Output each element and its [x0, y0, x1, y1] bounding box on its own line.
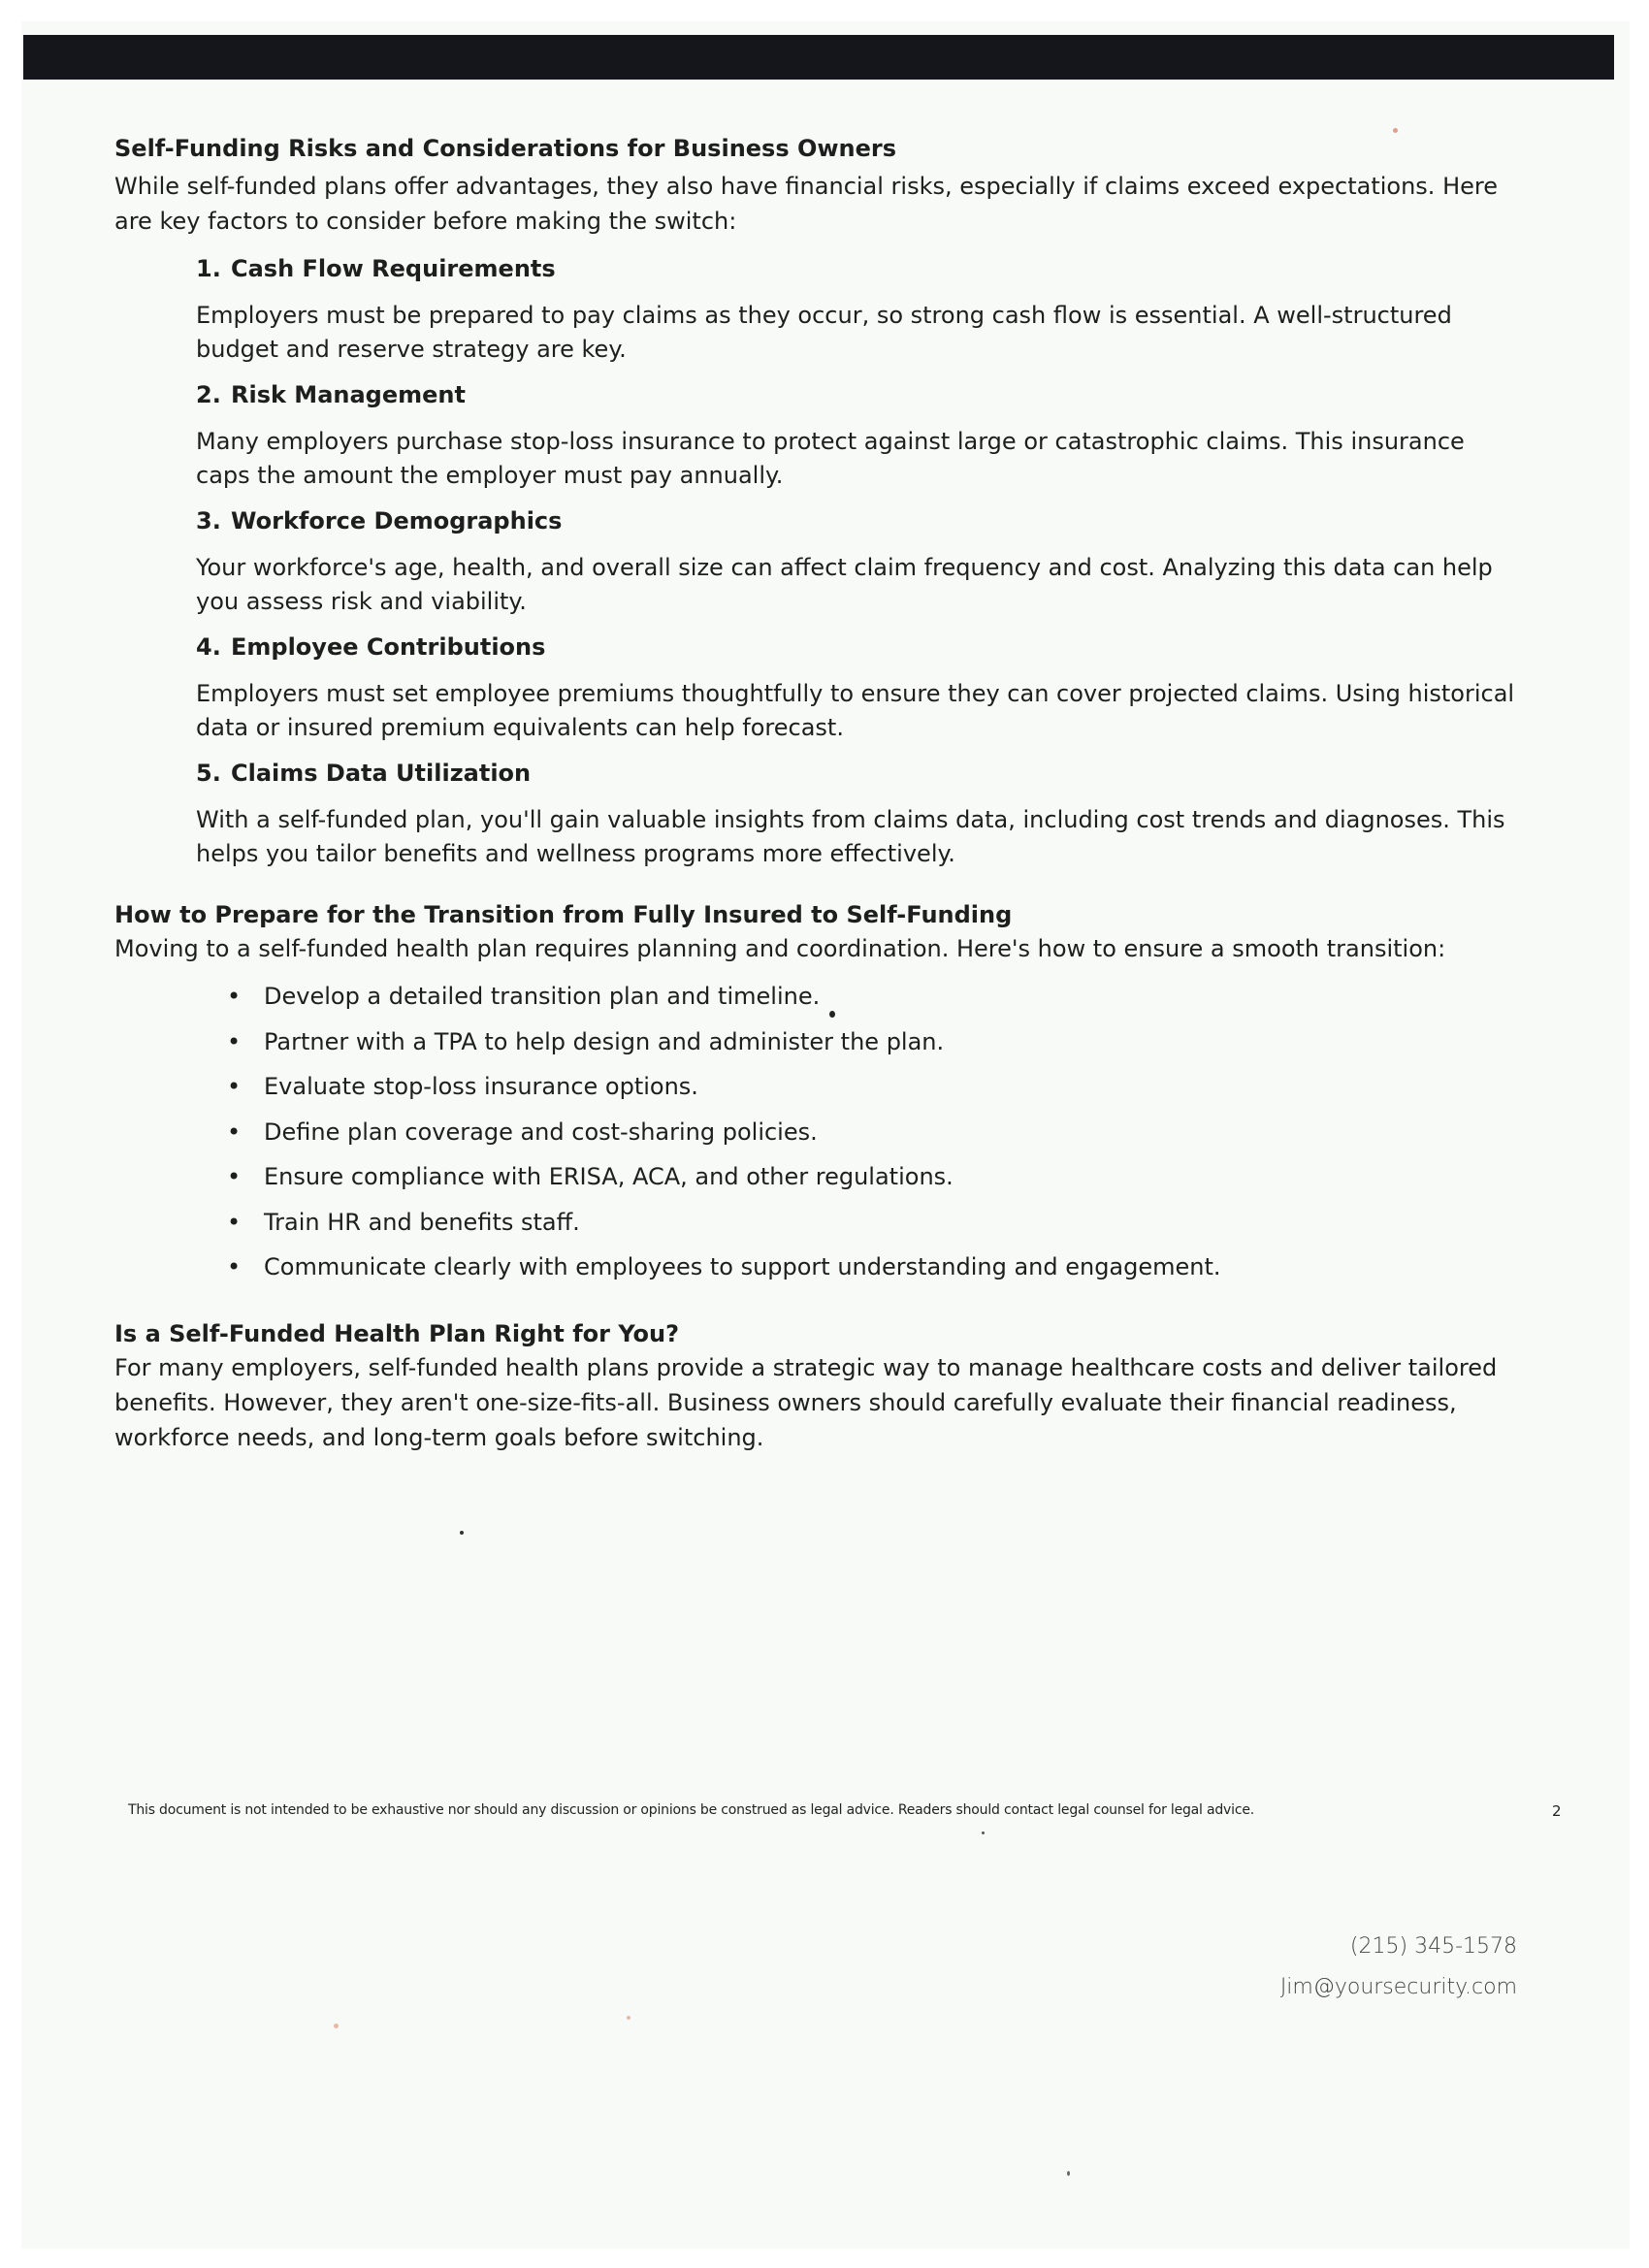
document-body [114, 132, 1521, 1455]
email-address: Jim@yoursecurity.com [1279, 1975, 1517, 1999]
list-item: • Partner with a TPA to help design and administer the plan. [227, 1020, 1521, 1065]
item-title: 1. Cash Flow Requirements [196, 255, 556, 282]
scan-speck [1067, 2171, 1070, 2176]
section-heading: Is a Self-Funded Health Plan Right for You? [114, 1319, 679, 1347]
scan-speck [334, 2024, 339, 2028]
scan-speck [460, 1531, 464, 1535]
scan-speck [627, 2016, 630, 2020]
legal-disclaimer: This document is not intended to be exhaustive nor should any discussion or opinions be construed as legal advice. Readers should contact legal counsel for legal advice. [128, 1802, 1254, 1818]
item-title: 3. Workforce Demographics [196, 507, 563, 535]
item-body: Employers must set employee premiums thoughtfully to ensure they can cover projected claims. Using historical data or insured premium equivalents can help forecast. [196, 680, 1515, 741]
list-item: • Train HR and benefits staff. [227, 1200, 1521, 1246]
item-body: With a self-funded plan, you'll gain valuable insights from claims data, including cost trends and diagnoses. This helps you tailor benefits and wellness programs more effectively. [196, 806, 1505, 867]
bullet-icon: • [227, 1163, 242, 1190]
section-intro: While self-funded plans offer advantages, they also have financial risks, especially if claims exceed expectations. Here are key factors to consider before making the switch: [114, 173, 1498, 235]
risk-list [114, 252, 1521, 871]
section-intro: Moving to a self-funded health plan requires planning and coordination. Here's how to ensure a smooth transition: [114, 935, 1446, 962]
item-title: 2. Risk Management [196, 381, 466, 408]
section-is-it-right [114, 1317, 1521, 1455]
section-heading: How to Prepare for the Transition from Fully Insured to Self-Funding [114, 901, 1013, 928]
bullet-icon: • [227, 1118, 242, 1146]
item-body: Employers must be prepared to pay claims as they occur, so strong cash flow is essential. A well-structured budget and reserve strategy are key. [196, 302, 1452, 363]
item-body: Your workforce's age, health, and overall size can affect claim frequency and cost. Analyzing this data can help you assess risk and viability. [196, 554, 1493, 615]
contact-block [1280, 1927, 1517, 2008]
list-item [196, 757, 1521, 871]
list-item: • Ensure compliance with ERISA, ACA, and other regulations. [227, 1154, 1521, 1200]
scan-speck [982, 1831, 985, 1834]
page-number: 2 [1552, 1802, 1562, 1820]
section-self-funding-risks [114, 132, 1521, 871]
list-item [196, 378, 1521, 493]
section-heading: Self-Funding Risks and Considerations for Business Owners [114, 135, 897, 162]
item-body: Many employers purchase stop-loss insurance to protect against large or catastrophic claims. This insurance caps the amount the employer must pay annually. [196, 428, 1465, 489]
list-item: • Develop a detailed transition plan and timeline. [227, 974, 1521, 1020]
item-title: 4. Employee Contributions [196, 633, 546, 661]
list-item [196, 631, 1521, 745]
list-item [196, 504, 1521, 619]
list-item [196, 252, 1521, 367]
section-body: For many employers, self-funded health plans provide a strategic way to manage healthcare costs and deliver tailored benefits. However, they aren't one-size-fits-all. Business owners should carefully evaluate their financial readiness, workforce needs, and long-term goals before switching. [114, 1353, 1498, 1451]
phone-number: (215) 345-1578 [1349, 1934, 1517, 1959]
bullet-icon: • [227, 1027, 242, 1055]
item-title: 5. Claims Data Utilization [196, 760, 532, 787]
bullet-icon: • [227, 1208, 242, 1236]
bullet-icon: • [227, 1253, 242, 1280]
transition-steps-list [114, 974, 1521, 1290]
list-item: • Define plan coverage and cost-sharing policies. [227, 1110, 1521, 1155]
section-transition-prep [114, 898, 1521, 1290]
list-item: • Communicate clearly with employees to support understanding and engagement. [227, 1245, 1521, 1290]
list-item: • Evaluate stop-loss insurance options. [227, 1064, 1521, 1110]
header-bar [23, 35, 1614, 80]
bullet-icon: • [227, 983, 242, 1010]
bullet-icon: • [227, 1073, 242, 1100]
